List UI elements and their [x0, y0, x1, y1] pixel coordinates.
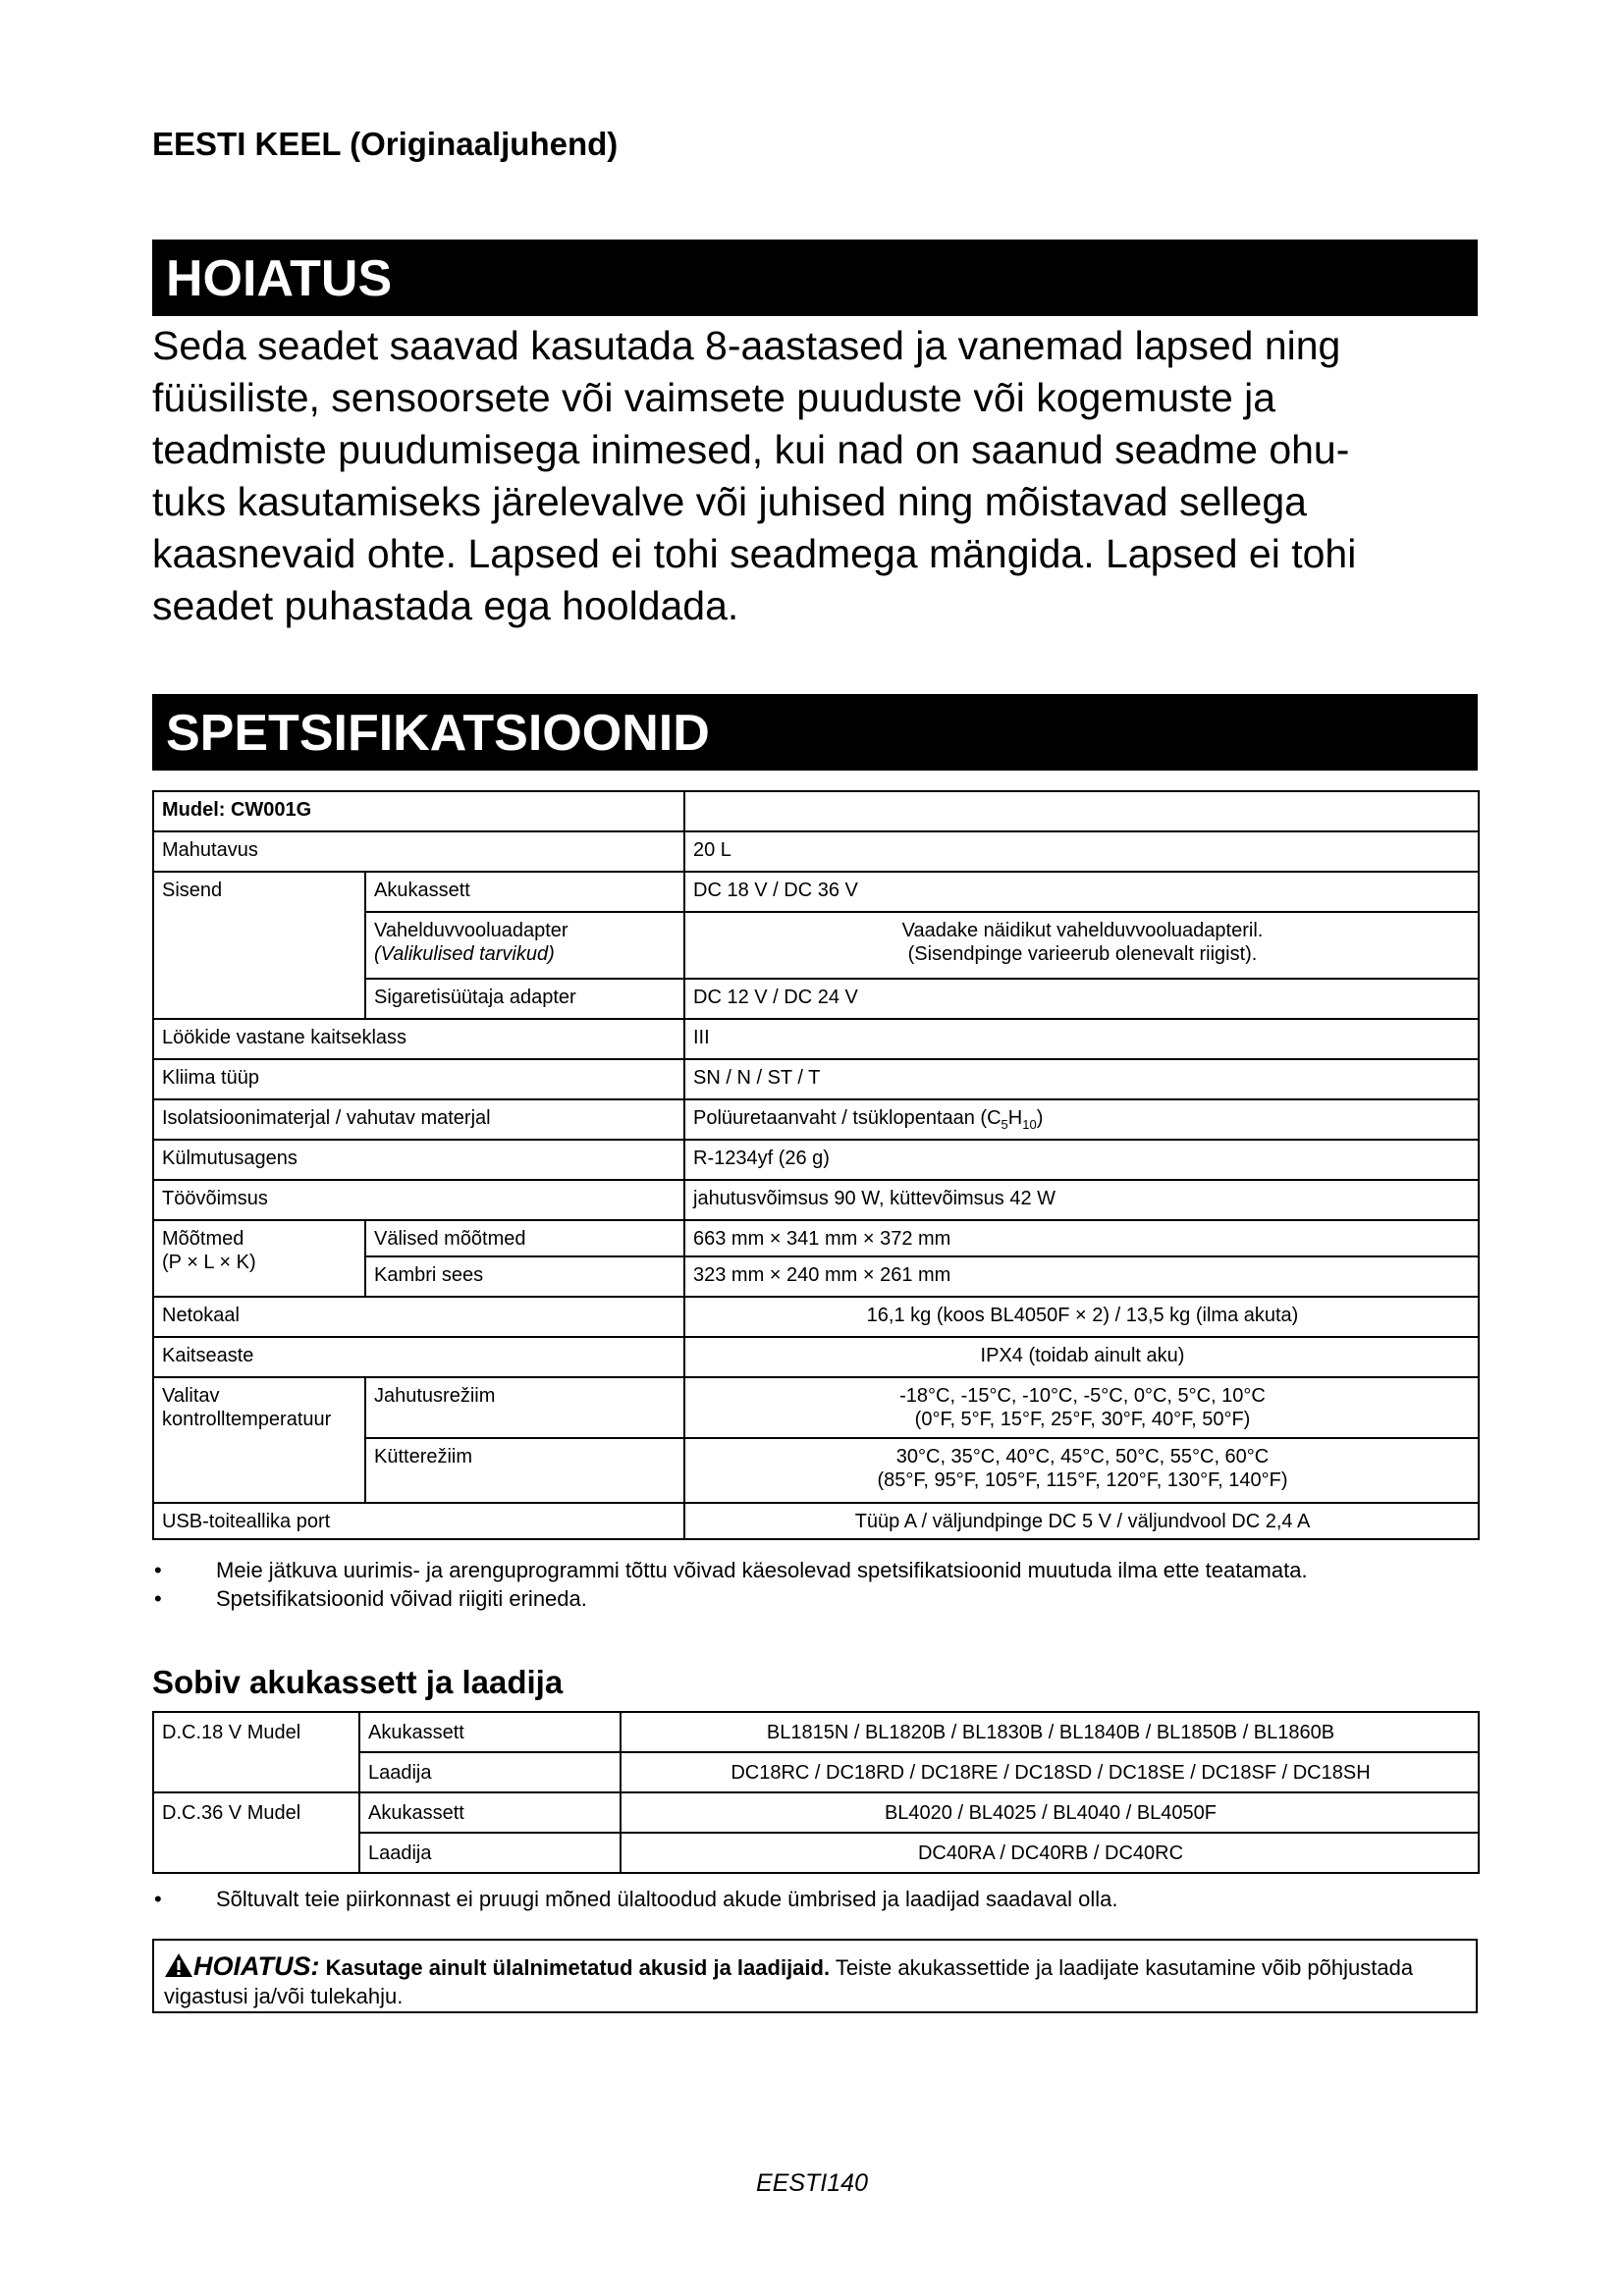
insulation-h: H	[1007, 1107, 1023, 1129]
net-weight-label: Netokaal	[153, 1297, 684, 1337]
charger-list-18v: DC18RC / DC18RD / DC18RE / DC18SD / DC18SE / DC18SF / DC18SH	[621, 1752, 1479, 1792]
adapter-label: Vahelduvvooluadapter	[374, 920, 568, 941]
climate-value: SN / N / ST / T	[684, 1059, 1479, 1099]
adapter-label-cell	[365, 912, 684, 979]
charger-label: Laadija	[359, 1833, 621, 1873]
table-row	[153, 1019, 1479, 1059]
table-row	[153, 1220, 1479, 1256]
battery-input-label: Akukassett	[365, 872, 684, 912]
shock-class-value: III	[684, 1019, 1479, 1059]
bullet: •	[154, 1887, 162, 1911]
warning-heading: HOIATUS	[152, 240, 1478, 316]
temperature-label-sub: kontrolltemperatuur	[162, 1409, 332, 1430]
adapter-value-cell	[684, 912, 1479, 979]
list-item	[152, 1584, 1478, 1613]
inner-dimensions-value: 323 mm × 240 mm × 261 mm	[684, 1256, 1479, 1297]
dimensions-label-cell	[153, 1220, 365, 1297]
outer-dimensions-value: 663 mm × 341 mm × 372 mm	[684, 1220, 1479, 1256]
usb-port-value: Tüüp A / väljundpinge DC 5 V / väljundvool DC 2,4 A	[684, 1503, 1479, 1539]
refrigerant-label: Külmutusagens	[153, 1140, 684, 1180]
net-weight-value: 16,1 kg (koos BL4050F × 2) / 13,5 kg (ilma akuta)	[684, 1297, 1479, 1337]
climate-label: Kliima tüüp	[153, 1059, 684, 1099]
table-row	[153, 1792, 1479, 1833]
battery-list-36v: BL4020 / BL4025 / BL4040 / BL4050F	[621, 1792, 1479, 1833]
warning-line: kaasnevaid ohte. Lapsed ei tohi seadmega mängida. Lapsed ei tohi	[152, 531, 1357, 576]
table-row	[153, 831, 1479, 872]
heating-mode-fahrenheit: (85°F, 95°F, 105°F, 115°F, 120°F, 130°F, 140°F)	[877, 1469, 1288, 1491]
table-row	[153, 1297, 1479, 1337]
adapter-value: Vaadake näidikut vahelduvvooluadapteril.	[901, 920, 1264, 941]
adapter-sublabel: (Valikulised tarvikud)	[374, 943, 555, 965]
compat-table	[152, 1711, 1480, 1874]
table-row	[153, 872, 1479, 912]
warning-label: HOIATUS:	[193, 1951, 320, 1981]
table-row	[153, 1099, 1479, 1140]
warning-line: Seda seadet saavad kasutada 8-aastased ja vanemad lapsed ning	[152, 323, 1341, 368]
note-text: Meie jätkuva uurimis- ja arenguprogrammi tõttu võivad käesolevad spetsifikatsioonid muutuda ilma ette teatamata.	[216, 1558, 1308, 1582]
insulation-end: )	[1036, 1107, 1044, 1129]
cooling-mode-fahrenheit: (0°F, 5°F, 15°F, 25°F, 30°F, 40°F, 50°F)	[914, 1409, 1251, 1430]
warning-line: seadet puhastada ega hooldada.	[152, 583, 739, 628]
battery-list-18v: BL1815N / BL1820B / BL1830B / BL1840B / BL1850B / BL1860B	[621, 1712, 1479, 1752]
table-row	[153, 1712, 1479, 1752]
heating-mode-value-cell	[684, 1438, 1479, 1503]
page-header: EESTI KEEL (Originaaljuhend)	[152, 126, 619, 162]
capacity-label: Mahutavus	[153, 831, 684, 872]
battery-input-value: DC 18 V / DC 36 V	[684, 872, 1479, 912]
note-text: Spetsifikatsioonid võivad riigiti erineda.	[216, 1586, 587, 1611]
warning-line: tuks kasutamiseks järelevalve või juhised ning mõistavad sellega	[152, 479, 1307, 524]
specs-heading: SPETSIFIKATSIOONID	[152, 694, 1478, 771]
cooling-mode-value-cell	[684, 1377, 1479, 1438]
compat-heading: Sobiv akukassett ja laadija	[152, 1664, 564, 1700]
model-36v: D.C.36 V Mudel	[153, 1792, 359, 1873]
insulation-value: Polüuretaanvaht / tsüklopentaan (C	[693, 1107, 1001, 1129]
cigar-adapter-label: Sigaretisüütaja adapter	[365, 979, 684, 1019]
page-footer: EESTI140	[756, 2169, 868, 2197]
list-item	[152, 1885, 1478, 1913]
refrigerant-value: R-1234yf (26 g)	[684, 1140, 1479, 1180]
bullet: •	[154, 1558, 162, 1582]
input-label: Sisend	[153, 872, 365, 1019]
battery-label: Akukassett	[359, 1712, 621, 1752]
outer-dimensions-label: Välised mõõtmed	[365, 1220, 684, 1256]
warning-text: Teiste akukassettide ja laadijate kasutamine võib põhjustada vigastusi ja/või tulekahju.	[164, 1955, 1414, 2008]
performance-label: Töövõimsus	[153, 1180, 684, 1220]
compat-notes	[152, 1885, 1478, 1913]
charger-label: Laadija	[359, 1752, 621, 1792]
cigar-adapter-value: DC 12 V / DC 24 V	[684, 979, 1479, 1019]
temperature-label-cell	[153, 1377, 365, 1503]
insulation-sub-10: 10	[1022, 1117, 1037, 1132]
table-row	[153, 1503, 1479, 1539]
dimensions-label: Mõõtmed	[162, 1228, 244, 1250]
insulation-value-cell	[684, 1099, 1479, 1140]
model-label: Mudel: CW001G	[153, 791, 684, 831]
table-row	[153, 1059, 1479, 1099]
table-row	[153, 1180, 1479, 1220]
model-18v: D.C.18 V Mudel	[153, 1712, 359, 1792]
battery-label: Akukassett	[359, 1792, 621, 1833]
cooling-mode-celsius: -18°C, -15°C, -10°C, -5°C, 0°C, 5°C, 10°C	[899, 1385, 1266, 1407]
bullet: •	[154, 1586, 162, 1611]
adapter-value-note: (Sisendpinge varieerub olenevalt riigist).	[907, 943, 1258, 965]
spec-notes	[152, 1556, 1478, 1613]
list-item	[152, 1556, 1478, 1584]
insulation-sub-5: 5	[1001, 1117, 1008, 1132]
usb-port-label: USB-toiteallika port	[153, 1503, 684, 1539]
warning-box	[152, 1939, 1478, 2013]
table-row	[153, 1140, 1479, 1180]
heating-mode-celsius: 30°C, 35°C, 40°C, 45°C, 50°C, 55°C, 60°C	[895, 1446, 1270, 1468]
table-row	[153, 1377, 1479, 1438]
warning-paragraph	[152, 320, 1480, 632]
heating-mode-label: Kütterežiim	[365, 1438, 684, 1503]
shock-class-label: Löökide vastane kaitseklass	[153, 1019, 684, 1059]
note-text: Sõltuvalt teie piirkonnast ei pruugi mõned ülaltoodud akude ümbrised ja laadijad saadaval olla.	[216, 1887, 1118, 1911]
inner-dimensions-label: Kambri sees	[365, 1256, 684, 1297]
temperature-label: Valitav	[162, 1385, 220, 1407]
protection-label: Kaitseaste	[153, 1337, 684, 1377]
warning-triangle-icon	[164, 1952, 193, 1978]
warning-bold-text: Kasutage ainult ülalnimetatud akusid ja laadijaid.	[325, 1955, 831, 1980]
warning-line: teadmiste puudumisega inimesed, kui nad on saanud seadme ohu-	[152, 427, 1350, 472]
warning-line: füüsiliste, sensoorsete või vaimsete puuduste või kogemuste ja	[152, 375, 1276, 420]
charger-list-36v: DC40RA / DC40RB / DC40RC	[621, 1833, 1479, 1873]
performance-value: jahutusvõimsus 90 W, küttevõimsus 42 W	[684, 1180, 1479, 1220]
cooling-mode-label: Jahutusrežiim	[365, 1377, 684, 1438]
protection-value: IPX4 (toidab ainult aku)	[684, 1337, 1479, 1377]
dimensions-label-sub: (P × L × K)	[162, 1252, 256, 1273]
specs-table	[152, 790, 1480, 1540]
capacity-value: 20 L	[684, 831, 1479, 872]
table-row	[153, 1337, 1479, 1377]
insulation-label: Isolatsioonimaterjal / vahutav materjal	[153, 1099, 684, 1140]
table-row	[153, 791, 1479, 831]
